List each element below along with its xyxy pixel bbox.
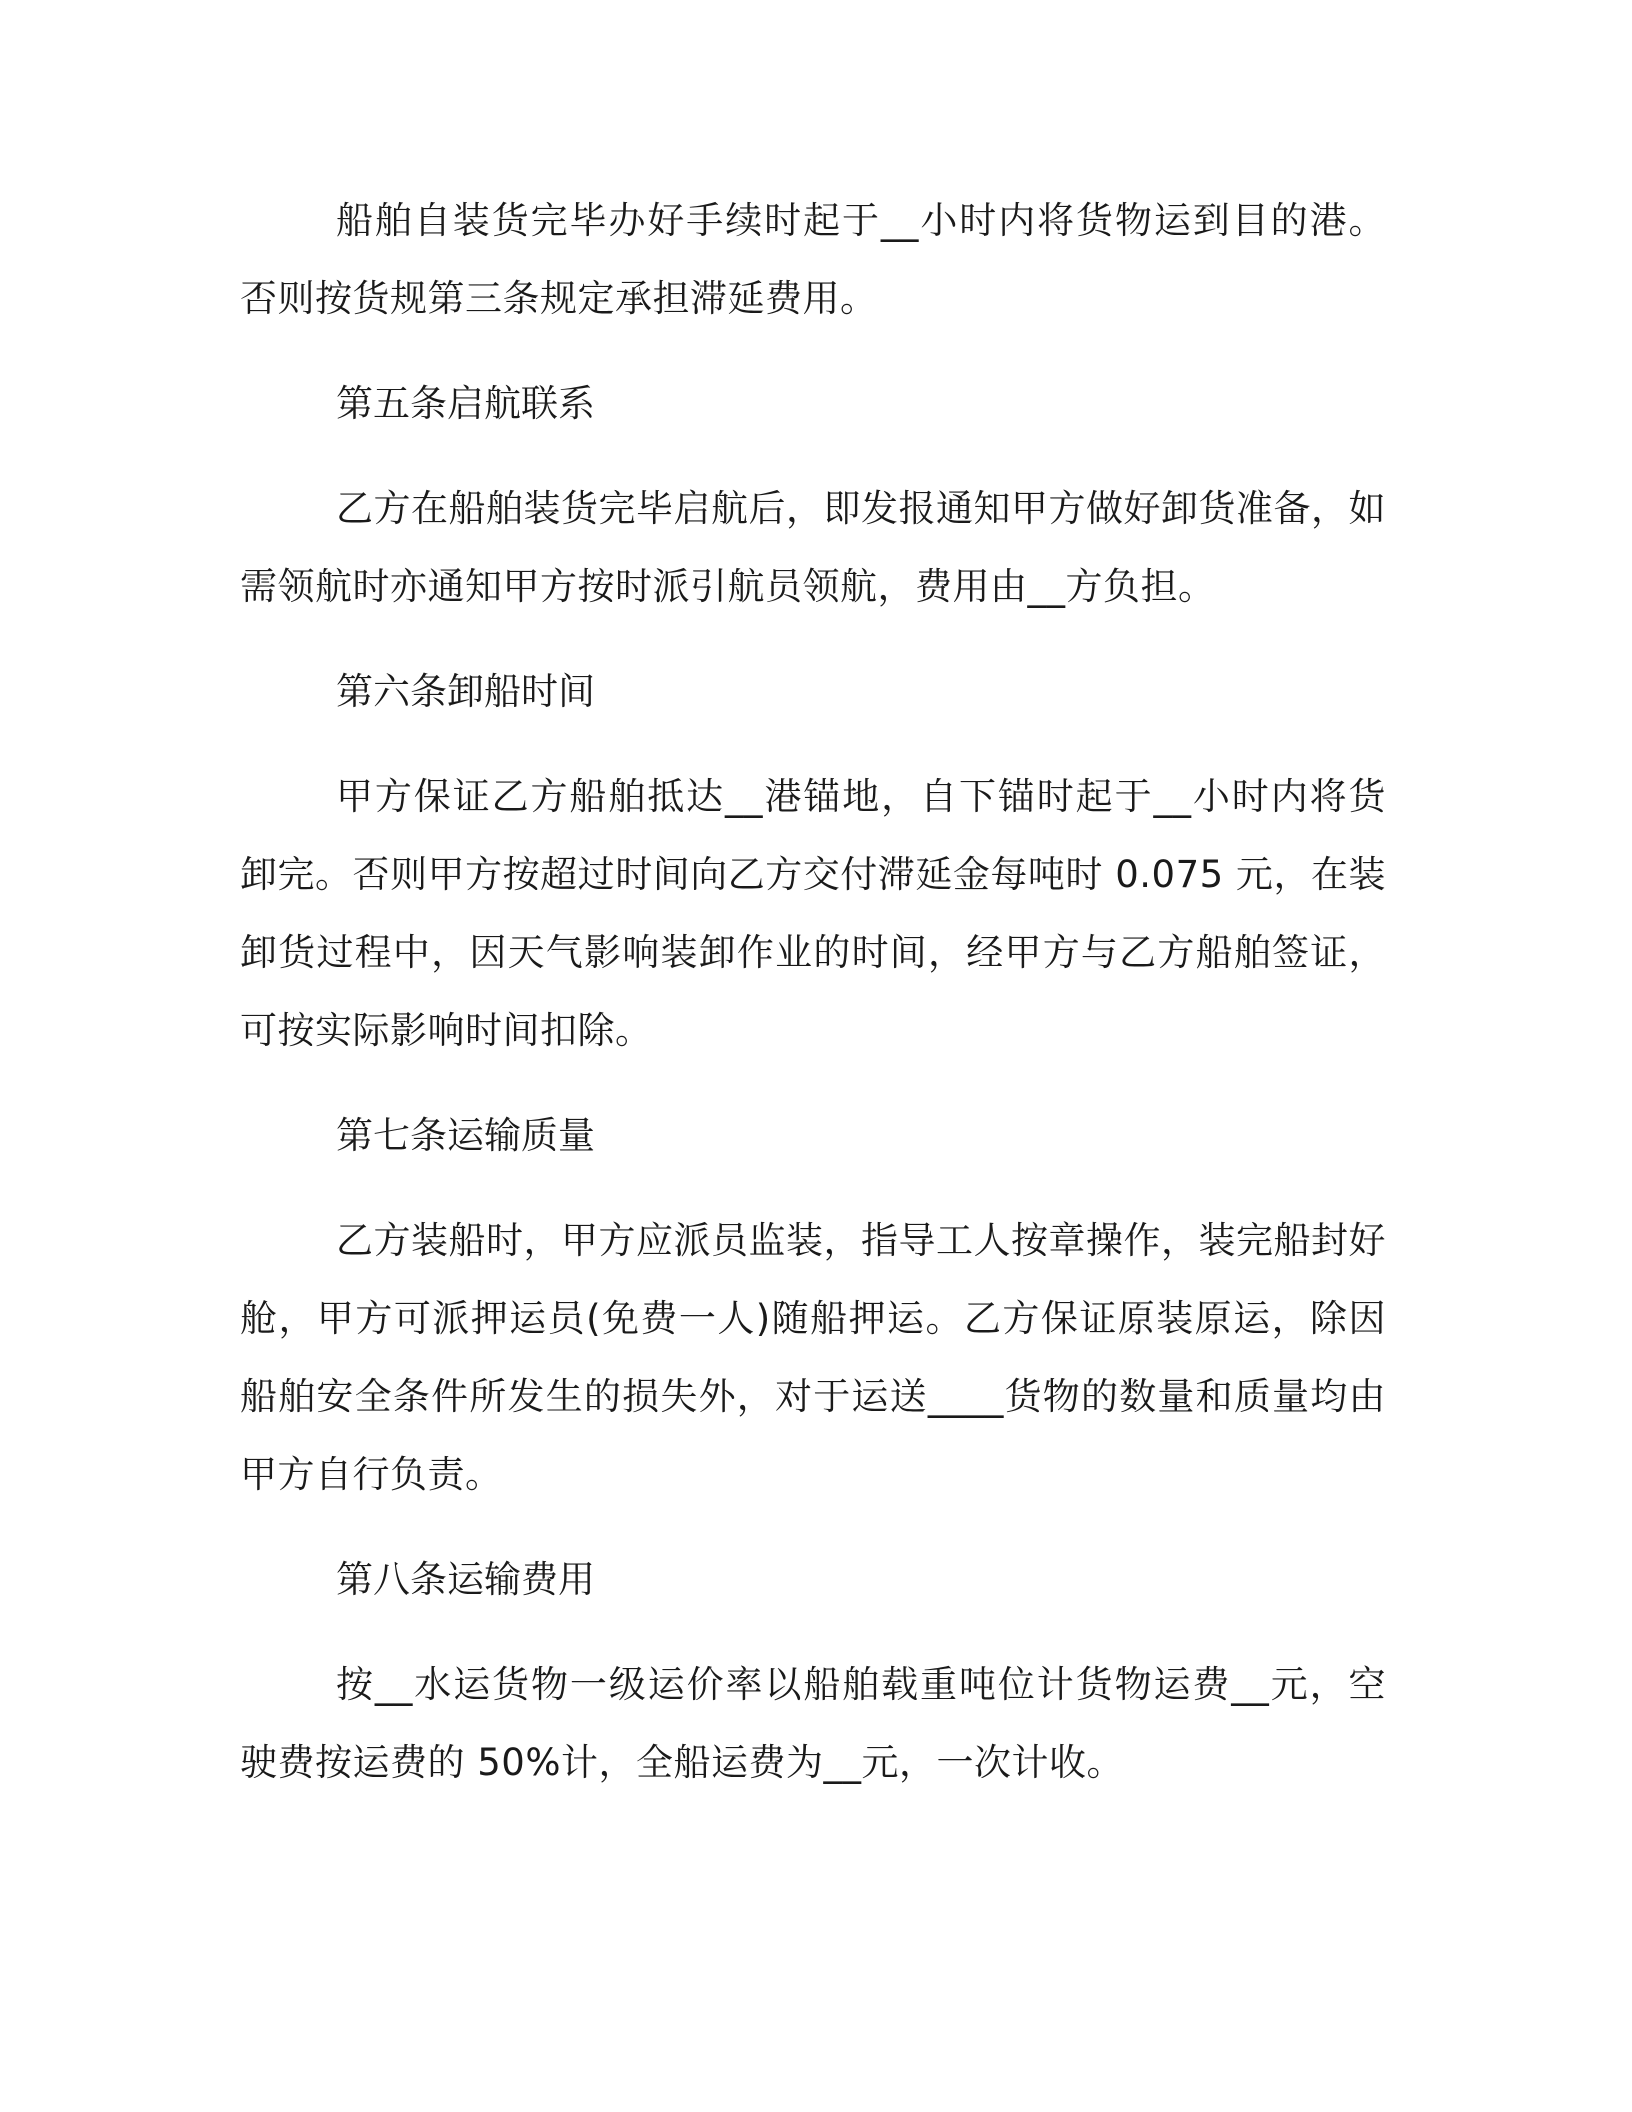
heading-article-7: 第七条运输质量 (336, 1114, 595, 1157)
paragraph-departure-contact: 乙方在船舶装货完毕启航后，即发报通知甲方做好卸货准备，如需领航时亦通知甲方按时派引航员领航，费用由__方负担。 (240, 487, 1386, 608)
heading-article-5: 第五条启航联系 (336, 382, 595, 425)
paragraph-delivery-time: 船舶自装货完毕办好手续时起于__小时内将货物运到目的港。否则按货规第三条规定承担滞延费用。 (240, 199, 1386, 320)
paragraph-transport-fees: 按__水运货物一级运价率以船舶载重吨位计货物运费__元，空驶费按运费的 50%计，全船运费为__元，一次计收。 (240, 1663, 1386, 1784)
paragraph-transport-quality: 乙方装船时，甲方应派员监装，指导工人按章操作，装完船封好舱，甲方可派押运员(免费一人)随船押运。乙方保证原装原运，除因船舶安全条件所发生的损失外，对于运送____货物的数量和质量均由甲方自行负责。 (240, 1219, 1386, 1496)
document-body (240, 182, 1386, 1829)
paragraph-unloading-time: 甲方保证乙方船舶抵达__港锚地，自下锚时起于__小时内将货卸完。否则甲方按超过时间向乙方交付滞延金每吨时 0.075 元，在装卸货过程中，因天气影响装卸作业的时间，经甲方与乙方船舶签证，可按实际影响时间扣除。 (240, 775, 1386, 1052)
heading-article-8: 第八条运输费用 (336, 1558, 595, 1601)
heading-article-6: 第六条卸船时间 (336, 670, 595, 713)
